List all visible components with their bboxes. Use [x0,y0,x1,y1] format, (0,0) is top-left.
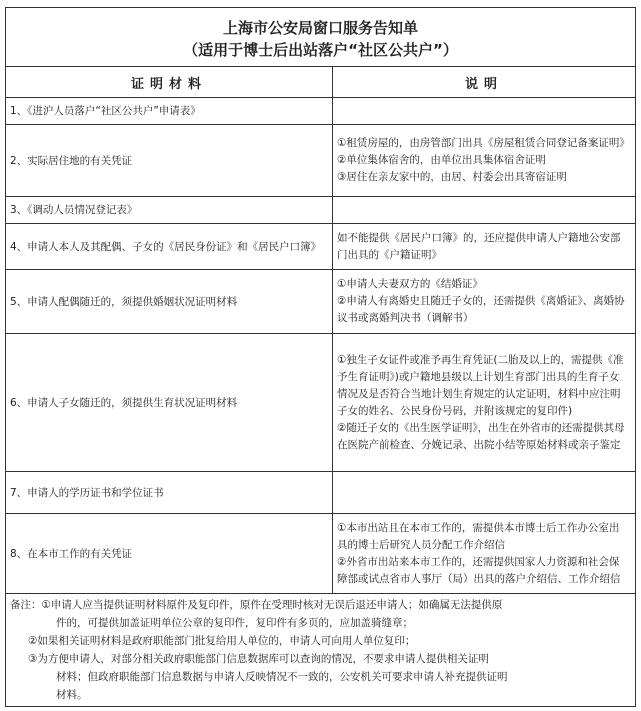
row-2-note-3: ③居住在亲友家中的，由居、村委会出具寄宿证明 [337,171,567,183]
table-row [6,125,636,197]
table-row [6,472,636,514]
row-2-notes [333,125,636,197]
row-7-label: 7、申请人的学历证书和学位证书 [6,472,333,514]
table-row [6,334,636,472]
page-subtitle: （适用于博士后出站落户“社区公共户”） [183,41,458,59]
footnote-line-4: ③为方便申请人，对部分相关政府职能部门信息数据库可以查询的情况，不要求申请人提供相关证明 [28,653,489,665]
row-5-note-2: ②申请人有离婚史且随迁子女的，还需提供《离婚证》、离婚协议书或离婚判决书（调解书） [337,295,625,324]
footnote-line-3: ②如果相关证明材料是政府职能部门批复给用人单位的，申请人可向用人单位复印； [28,635,416,647]
footnote-line-1: 备注：①申请人应当提供证明材料原件及复印件，原件在受理时核对无误后退还申请人；如确属无法提供原 [10,599,503,611]
row-5-label: 5、申请人配偶随迁的，须提供婚姻状况证明材料 [6,270,333,334]
table-row [6,98,636,125]
row-6-note-2: ②随迁子女的《出生医学证明》，出生在外省市的还需提供其母在医院产前检查、分娩记录、出院小结等原始材料或亲子鉴定 [337,421,625,451]
row-4-notes [333,224,636,270]
row-7-notes [333,472,636,514]
row-8-note-1: ①本市出站且在本市工作的，需提供本市博士后工作办公室出具的博士后研究人员分配工作介绍信 [337,521,620,551]
column-header-materials: 证明材料 [6,67,333,98]
row-8-notes [333,514,636,594]
table-row [6,270,636,334]
footnote-line-5: 材料；但政府职能部门信息数据与申请人反映情况不一致的，公安机关可要求申请人补充提供证明 [56,671,508,683]
footnote-line-6: 材料。 [56,689,88,701]
row-4-label: 4、申请人本人及其配偶、子女的《居民身份证》和《居民户口簿》 [6,224,333,270]
table-row [6,197,636,224]
row-4-note-1: 如不能提供《居民户口簿》的，还应提供申请人户籍地公安部门出具的《户籍证明》 [337,231,621,261]
row-3-notes [333,197,636,224]
row-6-notes [333,334,636,472]
footnote-line-2: 件的，可提供加盖证明单位公章的复印件，复印件有多页的，应加盖骑缝章； [56,617,413,629]
row-5-notes [333,270,636,334]
row-8-note-2: ②外省市出站来本市工作的，还需提供国家人力资源和社会保障部或试点省市人事厅（局）出具的落户介绍信、工作介绍信 [337,555,621,585]
table-row [6,514,636,594]
page-title: 上海市公安局窗口服务告知单 [222,19,418,37]
row-1-notes [333,98,636,125]
row-6-label: 6、申请人子女随迁的，须提供生育状况证明材料 [6,334,333,472]
row-2-note-2: ②单位集体宿舍的，由单位出具集体宿舍证明 [337,154,546,166]
notice-sheet [5,7,635,707]
footnote-cell [6,594,636,707]
notice-table [5,7,636,707]
row-6-note-1: ①独生子女证件或准予再生育凭证(二胎及以上的，需提供《准予生育证明》)或户籍地县级以上计划生育部门出具的生育子女情况及是否符合当地计划生育规定的认定证明，材料中应注明子女的姓名、公民身份号码，并附该规定的复印件) [337,353,624,417]
column-header-notes: 说明 [333,67,636,98]
row-8-label: 8、在本市工作的有关凭证 [6,514,333,594]
row-3-label: 3、《调动人员情况登记表》 [6,197,333,224]
row-2-label: 2、实际居住地的有关凭证 [6,125,333,197]
title-cell [6,8,636,67]
row-2-note-1: ①租赁房屋的，由房管部门出具《房屋租赁合同登记备案证明》 [337,137,630,149]
row-5-note-1: ①申请人夫妻双方的《结婚证》 [337,278,483,290]
row-1-label: 1、《进沪人员落户“社区公共户”申请表》 [6,98,333,125]
table-row [6,224,636,270]
